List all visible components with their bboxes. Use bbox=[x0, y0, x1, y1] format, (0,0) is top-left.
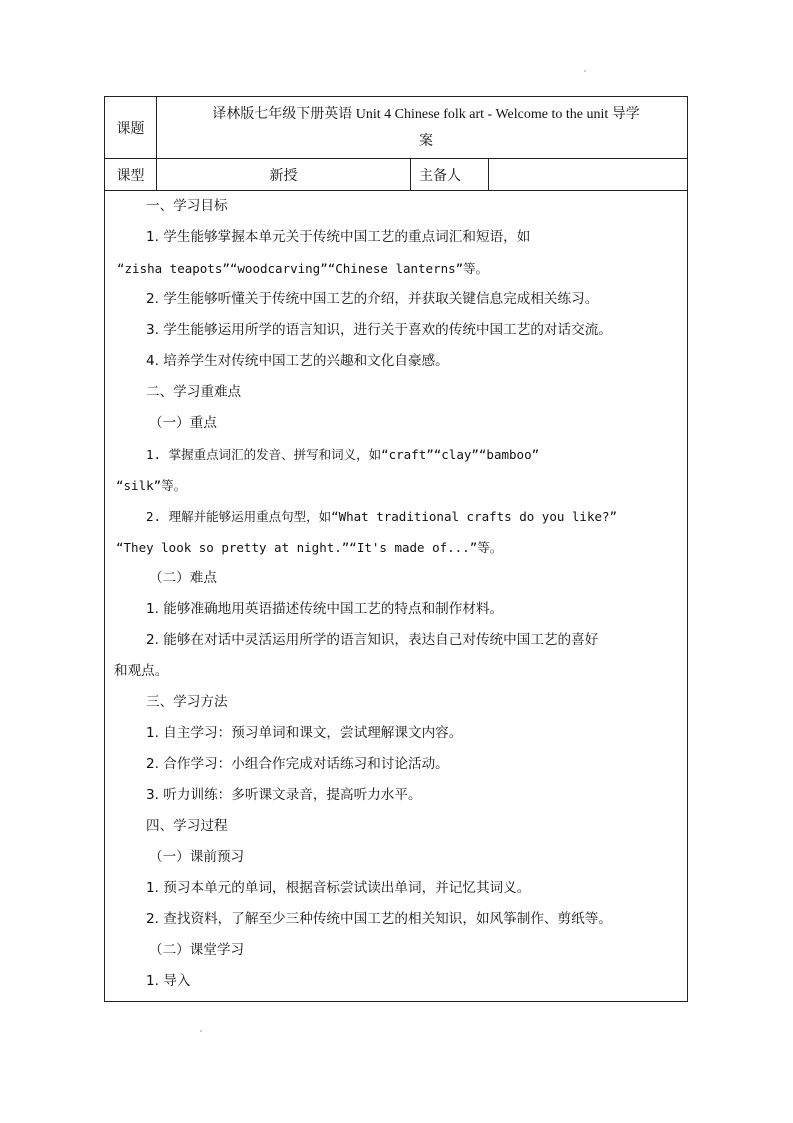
paragraph-line: 1. 预习本单元的单词，根据音标尝试读出单词，并记忆其词义。 bbox=[146, 880, 531, 896]
paragraph-line: 1. 导入 bbox=[146, 973, 191, 989]
paragraph-line: 2. 理解并能够运用重点句型，如“What traditional crafts do you like?” bbox=[146, 509, 618, 524]
paragraph-line: 2. 查找资料，了解至少三种传统中国工艺的相关知识，如风筝制作、剪纸等。 bbox=[146, 911, 612, 927]
subsection-heading: （一）重点 bbox=[149, 415, 217, 431]
lesson-plan-table bbox=[104, 96, 688, 1002]
section-heading: 一、学习目标 bbox=[146, 198, 228, 214]
paragraph-line: 1. 掌握重点词汇的发音、拼写和词义，如“craft”“clay”“bamboo” bbox=[146, 447, 540, 462]
paragraph-line: 1. 能够准确地用英语描述传统中国工艺的特点和制作材料。 bbox=[146, 601, 504, 617]
paragraph-line: “silk”等。 bbox=[116, 478, 187, 493]
scan-dot bbox=[584, 70, 586, 72]
lesson-title-line1: 译林版七年级下册英语 Unit 4 Chinese folk art - Welcome to the unit 导学 bbox=[212, 107, 640, 122]
subsection-heading: （二）课堂学习 bbox=[149, 942, 245, 958]
lesson-title-line2: 案 bbox=[419, 133, 433, 149]
paragraph-line: 2. 能够在对话中灵活运用所学的语言知识，表达自己对传统中国工艺的喜好 bbox=[146, 632, 599, 648]
paragraph-line: “zisha teapots”“woodcarving”“Chinese lanterns”等。 bbox=[117, 261, 489, 276]
paragraph-line: 和观点。 bbox=[114, 663, 169, 679]
type-label: 课型 bbox=[105, 159, 157, 190]
paragraph-line: 4. 培养学生对传统中国工艺的兴趣和文化自豪感。 bbox=[146, 353, 449, 369]
paragraph-line: 2. 合作学习：小组合作完成对话练习和讨论活动。 bbox=[146, 756, 449, 772]
preparer-label: 主备人 bbox=[411, 159, 489, 190]
content-body bbox=[105, 191, 687, 1001]
scan-dot bbox=[200, 1030, 202, 1032]
title-label: 课题 bbox=[105, 97, 157, 158]
subsection-heading: （二）难点 bbox=[149, 570, 217, 586]
paragraph-line: “They look so pretty at night.”“It's made of...”等。 bbox=[116, 540, 503, 555]
type-value: 新授 bbox=[157, 159, 411, 190]
section-heading: 四、学习过程 bbox=[146, 818, 228, 834]
paragraph-line: 1. 自主学习：预习单词和课文，尝试理解课文内容。 bbox=[146, 725, 463, 741]
paragraph-line: 3. 学生能够运用所学的语言知识，进行关于喜欢的传统中国工艺的对话交流。 bbox=[146, 322, 612, 338]
type-row bbox=[105, 159, 687, 191]
lesson-title bbox=[157, 97, 687, 158]
title-row bbox=[105, 97, 687, 159]
paragraph-line: 3. 听力训练：多听课文录音，提高听力水平。 bbox=[146, 787, 422, 803]
section-heading: 三、学习方法 bbox=[146, 694, 228, 710]
paragraph-line: 2. 学生能够听懂关于传统中国工艺的介绍，并获取关键信息完成相关练习。 bbox=[146, 291, 599, 307]
subsection-heading: （一）课前预习 bbox=[149, 849, 245, 865]
preparer-value bbox=[489, 159, 687, 190]
paragraph-line: 1. 学生能够掌握本单元关于传统中国工艺的重点词汇和短语，如 bbox=[146, 229, 531, 245]
section-heading: 二、学习重难点 bbox=[146, 384, 242, 400]
